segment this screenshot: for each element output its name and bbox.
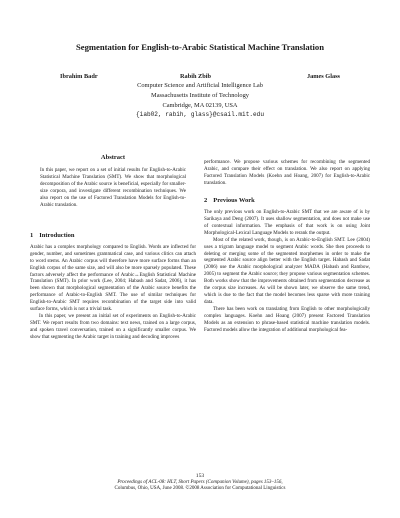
abstract-heading: Abstract [100, 154, 126, 161]
author-name: Rabih Zbib [180, 73, 211, 80]
page-number: 153 [195, 473, 205, 479]
affiliation-line: Computer Science and Artificial Intelligence Lab [137, 82, 263, 89]
right-column [204, 159, 370, 334]
author-name: James Glass [306, 73, 340, 80]
section-number: 1 [30, 231, 34, 239]
affiliation-line: Cambridge, MA 02139, USA [162, 101, 238, 109]
intro-paragraph: Arabic has a complex morphology compared to English. Words are inflected for gender, number, and sometimes grammatical case, and various clitics can attach to word stems. An Arabic corpus will therefore have more surface forms than an English corpus of the same size, and will also be more sparsely populated. These factors adversely affect the performance of Arabic↔English Statistical Machine Translation (SMT). In prior work (Lee, 2004; Habash and Sadat, 2006), it has been shown that morphological segmentation of the Arabic source benefits the performance of Arabic-to-English SMT. The use of similar techniques for English-to-Arabic SMT requires recombination of the target side into valid surface forms, which is not a trivial task. [30, 243, 196, 313]
affiliation-block [60, 81, 340, 120]
previous-work-paragraph: There has been work on translating from English to other morphologically complex languages. Koehn and Hoang (2007) present Factored Translation Models as an extension to phrase-based statistical machine translation models. Factored models allow the integration of additional morphological fea- [204, 306, 370, 334]
intro-paragraph: In this paper, we present an initial set of experiments on English-to-Arabic SMT. We report results from two domains: text news, trained on a large corpus, and spoken travel conversation, trained on a significantly smaller corpus. We show that segmenting the Arabic target in training and decoding improves [30, 313, 196, 341]
footer-copyright: Columbus, Ohio, USA, June 2008. ©2008 Association for Computational Linguistics [114, 486, 286, 492]
section-number: 2 [204, 196, 208, 204]
affiliation-line: Massachusetts Institute of Technology [151, 91, 249, 99]
previous-work-paragraph: The only previous work on English-to-Arabic SMT that we are aware of is by Sarikaya and Deng (2007). It uses shallow segmentation, and does not make use of contextual information. The emphasis of that work is on using Joint Morphological-Lexical Language Models to rerank the output. [204, 208, 370, 236]
left-column [30, 153, 196, 341]
section-title: Introduction [39, 231, 75, 239]
paper-title: Segmentation for English-to-Arabic Statistical Machine Translation [75, 42, 325, 52]
author-email: {iab02, rabih, glass}@csail.mit.edu [136, 111, 264, 119]
previous-work-paragraph: Most of the related work, though, is on Arabic-to-English SMT. Lee (2004) uses a trigram language model to segment Arabic words. She then proceeds to deleting or merging some of the segmented morphemes in order to make the segmented Arabic source align better with the English target. Habash and Sadat (2006) use the Arabic morphological analyzer MADA (Habash and Rambow, 2005) to segment the Arabic source; they propose various segmentation schemes. Both works show that the improvements obtained from segmentation decrease as the corpus size increases. As will be shown later, we observe the same trend, which is due to the fact that the model becomes less sparse with more training data. [204, 236, 370, 306]
section-title: Previous Work [213, 196, 255, 204]
footer-venue: Proceedings of ACL-08: HLT, Short Papers (Companion Volume), pages 153–156, [117, 480, 283, 485]
page-footer [0, 472, 400, 492]
section-heading-previous-work [204, 196, 370, 206]
section-heading-introduction [30, 231, 196, 241]
abstract-text: In this paper, we report on a set of initial results for English-to-Arabic Statistical Machine Translation (SMT). We show that morphological decomposition of the Arabic source is beneficial, especially for smaller-size corpora, and investigate different recombination techniques. We also report on the use of Factored Translation Models for English-to-Arabic translation. [40, 167, 186, 208]
author-name: Ibrahim Badr [60, 73, 98, 80]
intro-continuation: performance. We propose various schemes for recombining the segmented Arabic, and compare their effect on translation. We also report on applying Factored Translation Models (Koehn and Hoang, 2007) for English-to-Arabic translation. [204, 159, 370, 186]
